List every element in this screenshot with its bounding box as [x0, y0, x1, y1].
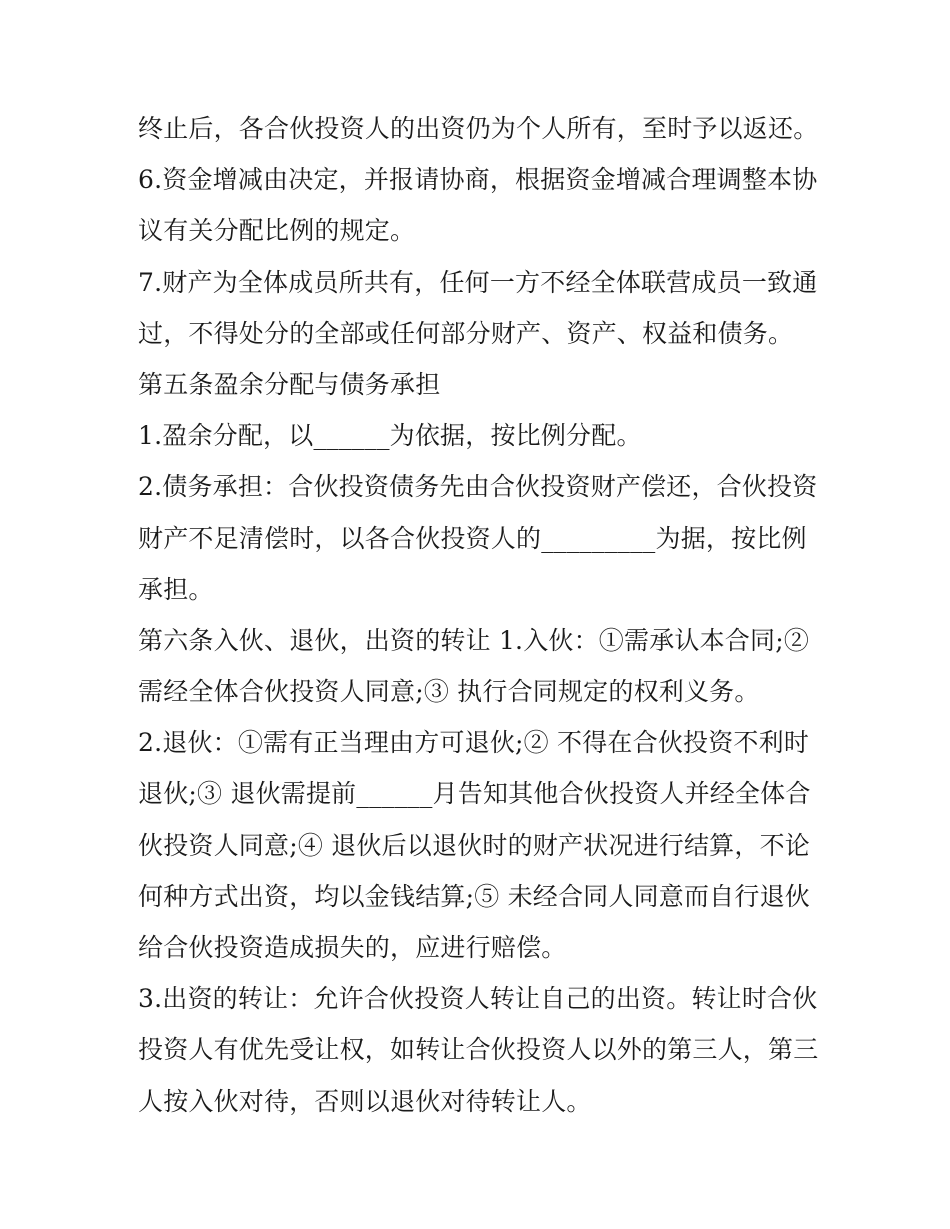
- text-line: 终止后，各合伙投资人的出资仍为个人所有，至时予以返还。: [138, 114, 819, 143]
- text-line: 退伙;③ 退伙需提前______月告知其他合伙投资人并经全体合: [138, 779, 811, 809]
- text-line: 何种方式出资，均以金钱结算;⑤ 未经合同人同意而自行退伙: [138, 881, 810, 911]
- section-heading: 第五条盈余分配与债务承担: [138, 369, 441, 399]
- text-line: 人按入伙对待，否则以退伙对待转让人。: [138, 1086, 592, 1116]
- text-line: 投资人有优先受让权，如转让合伙投资人以外的第三人，第三: [138, 1035, 819, 1065]
- text-line: 7.财产为全体成员所共有，任何一方不经全体联营成员一致通: [138, 267, 818, 297]
- text-line: 财产不足清偿时，以各合伙投资人的_________为据，按比例: [138, 523, 807, 553]
- text-line: 需经全体合伙投资人同意;③ 执行合同规定的权利义务。: [138, 677, 760, 707]
- text-line: 6.资金增减由决定，并报请协商，根据资金增减合理调整本协: [138, 165, 818, 195]
- text-line: 议有关分配比例的规定。: [138, 216, 416, 246]
- text-line: 1.盈余分配，以______为依据，按比例分配。: [138, 421, 642, 451]
- text-line: 2.退伙：①需有正当理由方可退伙;② 不得在合伙投资不利时: [138, 728, 810, 758]
- text-line: 过，不得处分的全部或任何部分财产、资产、权益和债务。: [138, 318, 794, 348]
- text-line: 给合伙投资造成损失的，应进行赔偿。: [138, 933, 567, 962]
- text-line: 承担。: [138, 574, 214, 604]
- document-body: [138, 103, 828, 1127]
- text-line: 3.出资的转让：允许合伙投资人转让自己的出资。转让时合伙: [138, 984, 818, 1014]
- text-line: 伙投资人同意;④ 退伙后以退伙时的财产状况进行结算，不论: [138, 830, 810, 860]
- text-line: 2.债务承担：合伙投资债务先由合伙投资财产偿还，合伙投资: [138, 472, 818, 502]
- section-heading: 第六条入伙、退伙，出资的转让 1.入伙：①需承认本合同;②: [138, 625, 810, 655]
